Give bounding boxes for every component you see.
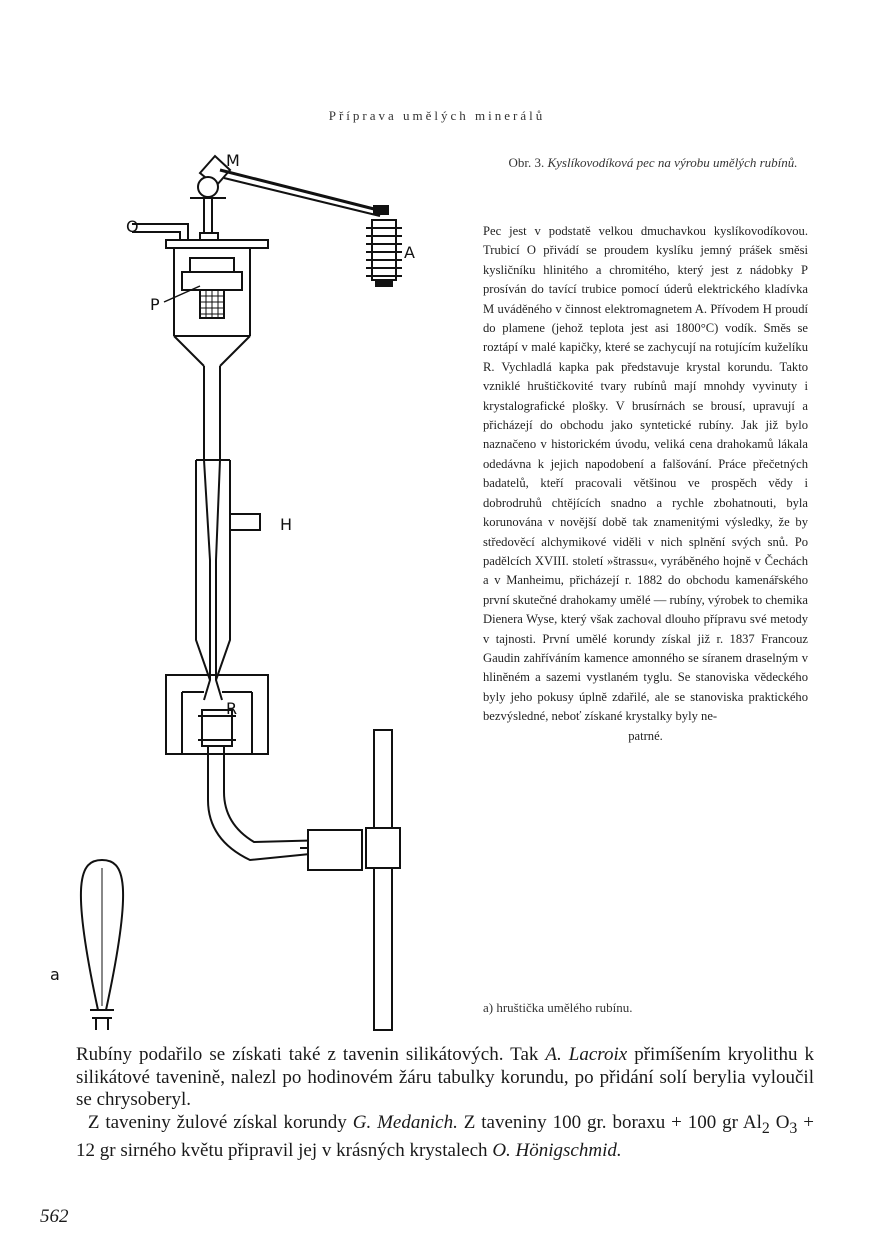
label-r: R <box>226 699 238 718</box>
p2-sub-1: 2 <box>761 1119 770 1137</box>
figure-caption-label: Obr. 3. <box>508 155 545 170</box>
p2-text-b: Z taveniny 100 gr. boraxu + 100 gr Al <box>457 1111 762 1133</box>
label-o: O <box>126 217 139 236</box>
body-text <box>76 1044 814 1162</box>
label-a: A <box>404 243 415 262</box>
label-p: P <box>150 295 160 314</box>
figure-caption-title: Kyslíkovodíková pec na výrobu umělých rubínů. <box>547 155 798 170</box>
hydrogen-inlet <box>230 514 260 530</box>
melting-tube <box>204 366 222 700</box>
label-pear-a: a <box>50 965 60 984</box>
label-m: M <box>226 151 240 170</box>
paragraph-1 <box>76 1044 814 1112</box>
gas-jacket <box>196 460 230 680</box>
p2-name-2: O. Hönigschmid. <box>492 1139 622 1161</box>
p2-text-c: O <box>769 1111 790 1133</box>
p2-text-a: Z taveniny žulové získal korundy <box>87 1111 353 1133</box>
running-head: Příprava umělých minerálů <box>328 108 546 123</box>
p2-sub-2: 3 <box>789 1119 798 1137</box>
figure-description-end: patrné. <box>628 728 663 743</box>
support-rod <box>374 730 392 1030</box>
figure-description-text: Pec jest v podstatě velkou dmuchavkou kyslíkovodíkovou. Trubicí O přivádí se proudem kyslíku jemný prášek směsi kysličníku hlinitého a chromitého, který jest z nádobky P prosíván do tavící trubice pomocí úderů elektrického kladívka M uváděného v činnost elektromagnetem A. Přívodem H proudí do plamene (jehož teplota jest asi 1800°C) vodík. Směs se roztápí v malé kapičky, které se zachycují na rotujícím kuželíku R. Vychladlá kapka pak představuje krystal korundu. Takto vzniklé hruštičkovité tvary rubínů mají mnohdy vyvinuty i krystalografické plošky. V brusírnách se brousí, upravují a přicházejí do obchodu jako syntetické rubíny. Jak již bylo naznačeno v historickém úvodu, veliká cena drahokamů lákala odedávna k jejich napodobení a falšování. Práce přečetných badatelů, kteří pracovali většinou ve prospěch vědy i dobrodruhů chtějících snadno a rychle zbohatnouti, byla korunována v novější době tak znamenitými výsledky, že by středověcí alchymikové viděli v nich splnění svých snů. Po padělcích XVIII. století »štrassu«, vyráběného hojně v Čechách a v Manheimu, přicházejí r. 1882 do obchodu kamenářského první skutečné drahokamy umělé — rubíny, výrobek to chemika Dienera Wyse, který však zachoval dlouho přípravu své metody v tajnosti. První umělé korundy získal již r. 1837 Francouz Gaudin zahříváním kamence amonného se síranem draselným v hliněném a sazemi vystlaném tyglu. Se stanoviska vědeckého byly jeho pokusy úplně zdařilé, ale se stanoviska praktického bezvýsledné, neboť získané krystalky byly ne- <box>483 224 808 724</box>
figure-description <box>483 222 808 746</box>
electromagnet-coil <box>366 220 402 286</box>
paragraph-2 <box>76 1112 814 1163</box>
label-h: H <box>280 515 293 534</box>
figure-subcaption: a) hruštička umělého rubínu. <box>483 1000 633 1015</box>
p1-name: A. Lacroix <box>545 1044 628 1065</box>
p2-text-d: + 12 gr sirného květu připravil jej v krásných krystalech <box>76 1111 814 1161</box>
page-number: 562 <box>40 1206 69 1227</box>
furnace-diagram <box>40 140 480 1040</box>
p1-text-a: Rubíny podařilo se získati také z tavenin silikátových. Tak <box>76 1044 546 1065</box>
p1-text-b: přimíšením kryolithu k silikátové tavenině, nalezl po hodinovém žáru tabulky korundu, po přidání solí berylia vyloučil se chrysoberyl. <box>76 1044 814 1110</box>
armature <box>374 206 388 214</box>
hammer-ball <box>198 177 218 197</box>
p2-name-1: G. Medanich. <box>352 1111 458 1133</box>
figure-caption <box>488 152 818 174</box>
hammer-arm <box>220 170 378 210</box>
